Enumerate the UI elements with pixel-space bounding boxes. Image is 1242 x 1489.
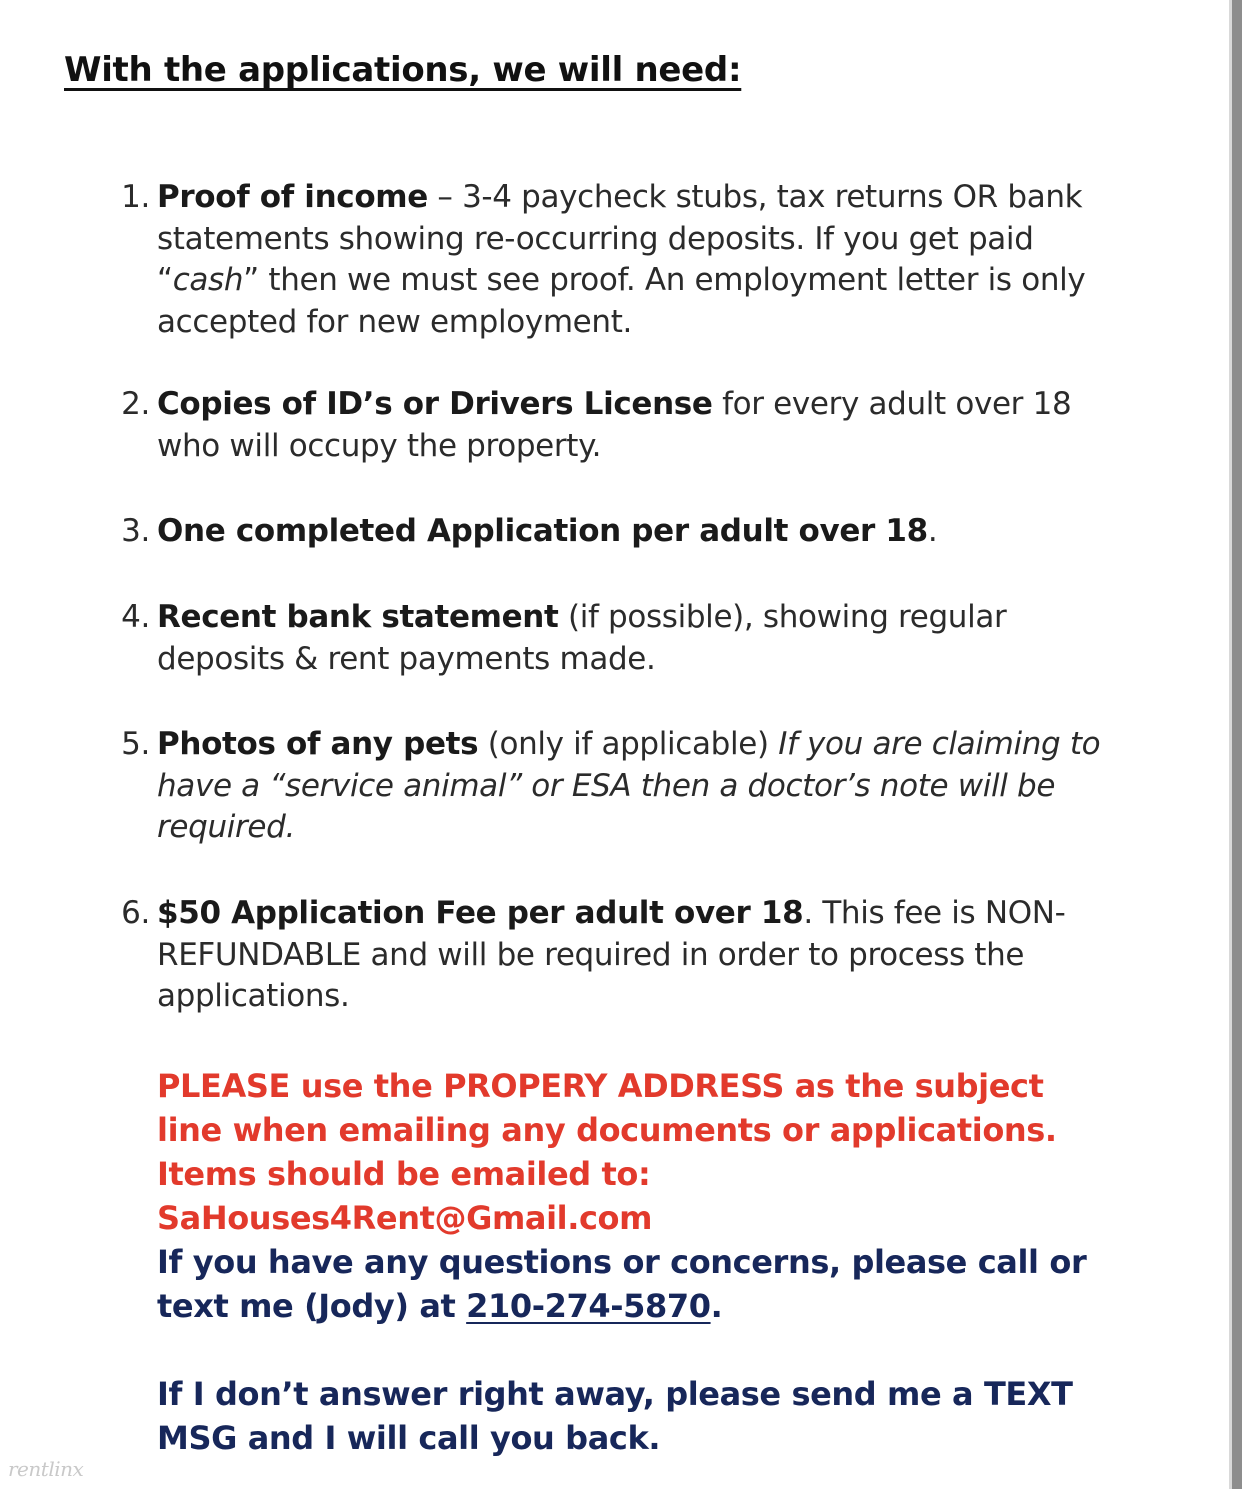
item-title: One completed Application per adult over 18 — [157, 513, 928, 549]
item-text: for every adult over 18 who will occupy the property. — [157, 386, 1072, 464]
list-number: 5. — [121, 726, 150, 762]
list-item-application — [100, 511, 1110, 553]
list-number: 3. — [121, 513, 150, 549]
list-number: 1. — [121, 179, 150, 215]
list-number: 2. — [121, 386, 150, 422]
text-message-notice: If I don’t answer right away, please send me a TEXT MSG and I will call you back. — [157, 1375, 1073, 1457]
list-item-application-fee — [100, 893, 1110, 1018]
item-title: Photos of any pets — [157, 726, 479, 762]
item-title: Recent bank statement — [157, 599, 559, 635]
item-text: . — [927, 513, 938, 549]
contact-notice — [157, 1240, 1117, 1328]
item-text: (if possible), showing regular deposits & rent payments made. — [157, 599, 1007, 677]
list-item-pet-photos — [100, 724, 1110, 849]
item-title: Copies of ID’s or Drivers License — [157, 386, 713, 422]
list-item-bank-statement — [100, 597, 1110, 680]
page-heading: With the applications, we will need: — [64, 50, 742, 90]
item-text: (only if applicable) — [478, 726, 779, 762]
item-text: – 3-4 paycheck stubs, tax returns OR bank statements showing re-occurring deposits. If you get paid “ — [157, 179, 1083, 298]
list-number: 4. — [121, 599, 150, 635]
list-item-id-copies — [100, 384, 1110, 467]
watermark-logo: rentlinx — [8, 1457, 84, 1481]
phone-link[interactable]: 210-274-5870 — [466, 1287, 711, 1325]
list-item-proof-of-income — [100, 177, 1110, 343]
contact-text: If you have any questions or concerns, please call or text me (Jody) at — [157, 1243, 1087, 1325]
item-title: $50 Application Fee per adult over 18 — [157, 895, 804, 931]
email-notice: PLEASE use the PROPERY ADDRESS as the subject line when emailing any documents or applications. Items should be emailed to: SaHouses4Rent@Gmail.com — [157, 1067, 1057, 1237]
page-edge — [1232, 0, 1242, 1489]
item-text: . This fee is NON-REFUNDABLE and will be required in order to process the applications. — [157, 895, 1066, 1014]
item-italic-text: cash — [172, 262, 244, 298]
item-text-continued: ” then we must see proof. An employment letter is only accepted for new employment. — [157, 262, 1086, 340]
list-number: 6. — [121, 895, 150, 931]
item-italic-text: If you are claiming to have a “service animal” or ESA then a doctor’s note will be required. — [157, 726, 1101, 845]
item-title: Proof of income — [157, 179, 428, 215]
contact-text-end: . — [710, 1287, 723, 1325]
